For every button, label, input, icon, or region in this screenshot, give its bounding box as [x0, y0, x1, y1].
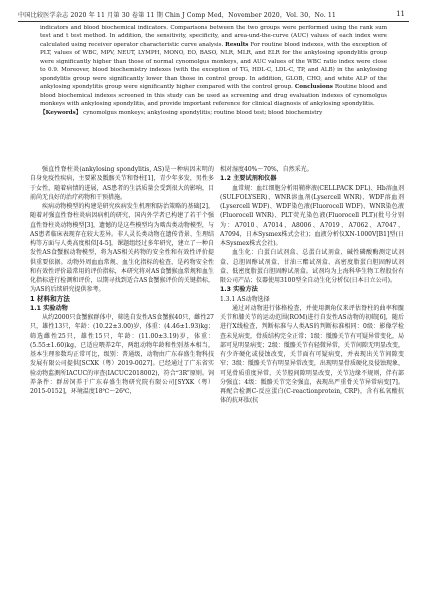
left-column — [30, 165, 214, 396]
intro-paragraph-2: 疾病动物模型的构建是研究疾病发生机理和防治策略的基础[2]，随着对强直性脊柱炎病因病机的研究，国内外学者已构建了若干个强直性脊柱炎动物模型[3]，遗憾的是这些模型均为啮齿类动物模型，与AS患者临床表现存在较大差异。非人灵长类动物在遗传背景、生理结构等方面与人类高度相似[4-5]，课题组经过多年研究，建立了一种自发性AS食蟹猴动物模型，将为AS相关药物的安全性和有效性评价提供重要依据。动物外周血血常规、血生化指标的检查，是药物安全性和有效性评价最常用的评价指标，本研究将对AS食蟹猴血常规和血生化指标进行检测和评价，以期寻找到适合AS食蟹猴评价的关键指标，为AS的后续研究提供参考。 — [30, 203, 214, 294]
subsubsection-heading-animal-selection: 1.3.1 AS动物选择 — [220, 295, 270, 303]
journal-title: 中国比较医学杂志 2020 年 11 月第 30 卷第 11 期 Chin J Comp Med，November 2020，Vol. 30，No. 11 — [18, 11, 336, 19]
keywords-label: 【Keywords】 — [40, 109, 82, 116]
animals-paragraph-continued: 相对湿度40%～70%，自然采光。 — [220, 166, 313, 173]
intro-paragraph-1: 强直性脊柱炎(ankylosing spondylitis, AS)是一种病因未明的自身免疫性疾病，主要累及骶髂关节和脊柱[1]，青少年多发，男性多于女性，随着病情的进展，AS患者的生活质量会受到很大的影响，目前尚无良好的治疗药物和干预措施。 — [30, 166, 214, 201]
subsection-heading-animals: 1.1 实验动物 — [30, 304, 68, 312]
selection-paragraph: 通过对动物进行体格检查，并使用测角仪来评估脊柱的曲率和髋关节和膝关节的运动范围(ROM)进行自发性AS动物的初筛[6]，随后进行X线检查，判断标准与人类AS的判断标准相同：0级：影像学检查未见病变，骨质结构完全正常；1级：骶骼关节有可疑异常变化，局部可见明显病变；2级：骶骼关节有轻微异常，关节间隙无明显改变，有少许硬化或侵蚀改变，关节面有可疑病变，并表现出关节间隙变窄；3级：骶骼关节有明显异常改变，出现明显骨质硬化及侵蚀现象，可见骨质重度异常，关节腔间隙明显改变，关节边缘不规则，伴有部分强直；4级：骶骼关节完全强直，表现出严重骨关节异常病变[7]。再配合检测C-反应蛋白(C-reactionprotein, CRP)，含有私氧酸抗体的抗环肽(抗 — [220, 304, 404, 405]
subsection-heading-methods: 1.3 实验方法 — [220, 286, 258, 294]
results-label: Results — [225, 41, 249, 48]
subsection-heading-reagents: 1.2 主要试剂和仪器 — [220, 175, 277, 183]
biochemistry-paragraph: 血生化：白蛋白试剂盒、总蛋白试剂盒、碱性磷酸酶测定试剂盒、总胆固醇试剂盒、甘油三酯试剂盒、高密度脂蛋白胆固醇试剂盒、低密度脂蛋白胆固醇试剂盒。试剂均为上海科华生物工程股份有限公司产品；仪器使用3100型全自动生化分析仪(日本日立公司)。 — [220, 249, 404, 284]
keywords-text: cynomolgus monkeys; ankylosing spondylitis; routine blood test; blood biochemistry — [83, 109, 323, 116]
right-column — [220, 165, 404, 406]
running-header — [18, 7, 409, 22]
conclusions-label: Conclusions — [294, 84, 333, 91]
reagents-paragraph: 血常规：血红细胞分析用鞘葬液(CELLPACK DFL)、Hb溶血剂(SULFOLYSER)、WNR溶血剂(Lysercell WNR)、WDF溶血剂(Lysercell WDF)、WDF染色液(Fluorocell WDF)、WNR染色液(Fluorocell WNR)、PLT荧光染色液(Fluorocell PLT)(批号分别为：A7010、A7014、A8006、A7019、A7062、A7047、A7094，日本Sysmex株式会社)；血液分析仪XN-1000V[B1]型(日本Sysmex株式会社)。 — [220, 184, 404, 247]
keywords-line — [40, 109, 387, 117]
section-heading-materials-methods: 1 材料和方法 — [30, 294, 70, 303]
results-text: For routine blood indexes, with the exception of PLT, values of WBC, MPV, NEUT, LYMPH, MONO, EO, BASO, NLR, MLR, and ELR for the ankylosing spondylitis group were significantly higher than those of normal cynomolgus monkeys, and AUC values of the WBC ratio index were close to 0.9. Moreover, blood biochemistry indexes (with the exception of TG, HDL-C, LDL-C, TP, and ALB) in the ankylosing spondylitis group were significantly lower than those in control group. In addition, GLOB, CHO, and white ALP of the ankylosing spondylitis group were significantly higher compared with the control group. — [40, 41, 387, 91]
animals-paragraph: 从约2000只食蟹猴群体中，筛选自发性AS食蟹猴40只，雌性27只，雄性13只，年龄：(10.22±3.00)岁，体重：(4.46±1.93)kg；筛选雌性25只，雄性15只，年龄：(11.00±3.19)岁，体重：(5.55±1.60)kg，已适应喂养2年，两组动物年龄和性别基本相当，基本生理参数均正常可比，级别：普通级，动物由广东春盛生物科技发展有限公司提供[SCXK（粤）2019-0027]。已经通过了广东省实验动物监测所IACUC的审查(IACUC2018002)，符合“3R”原则。饲养条件：群居饲养于广东春盛生物研究院有限公司[SYXK（粤）2015-0152]，环境温度18℃～26℃， — [30, 314, 214, 395]
abstract-methods-tail: indicators and blood biochemical indicators. Comparisons between the two groups were performed using the rank sum test and t test method. In addition, the sensitivity, specificity, and area-und-the-curve (AUC) values of each index were calculated using receiver operator characteristic curve analysis. — [40, 25, 387, 48]
page-number: 11 — [396, 10, 405, 18]
english-abstract-continuation — [40, 24, 387, 117]
conclusions-text: Routine blood and blood biochemical indexes screened in this study can be used as screening and drug evaluation indexes of cynomolgus monkeys with ankylosing spondylitis, and provide important reference for clinical diagnosis of ankylosing spondylitis. — [40, 84, 388, 108]
